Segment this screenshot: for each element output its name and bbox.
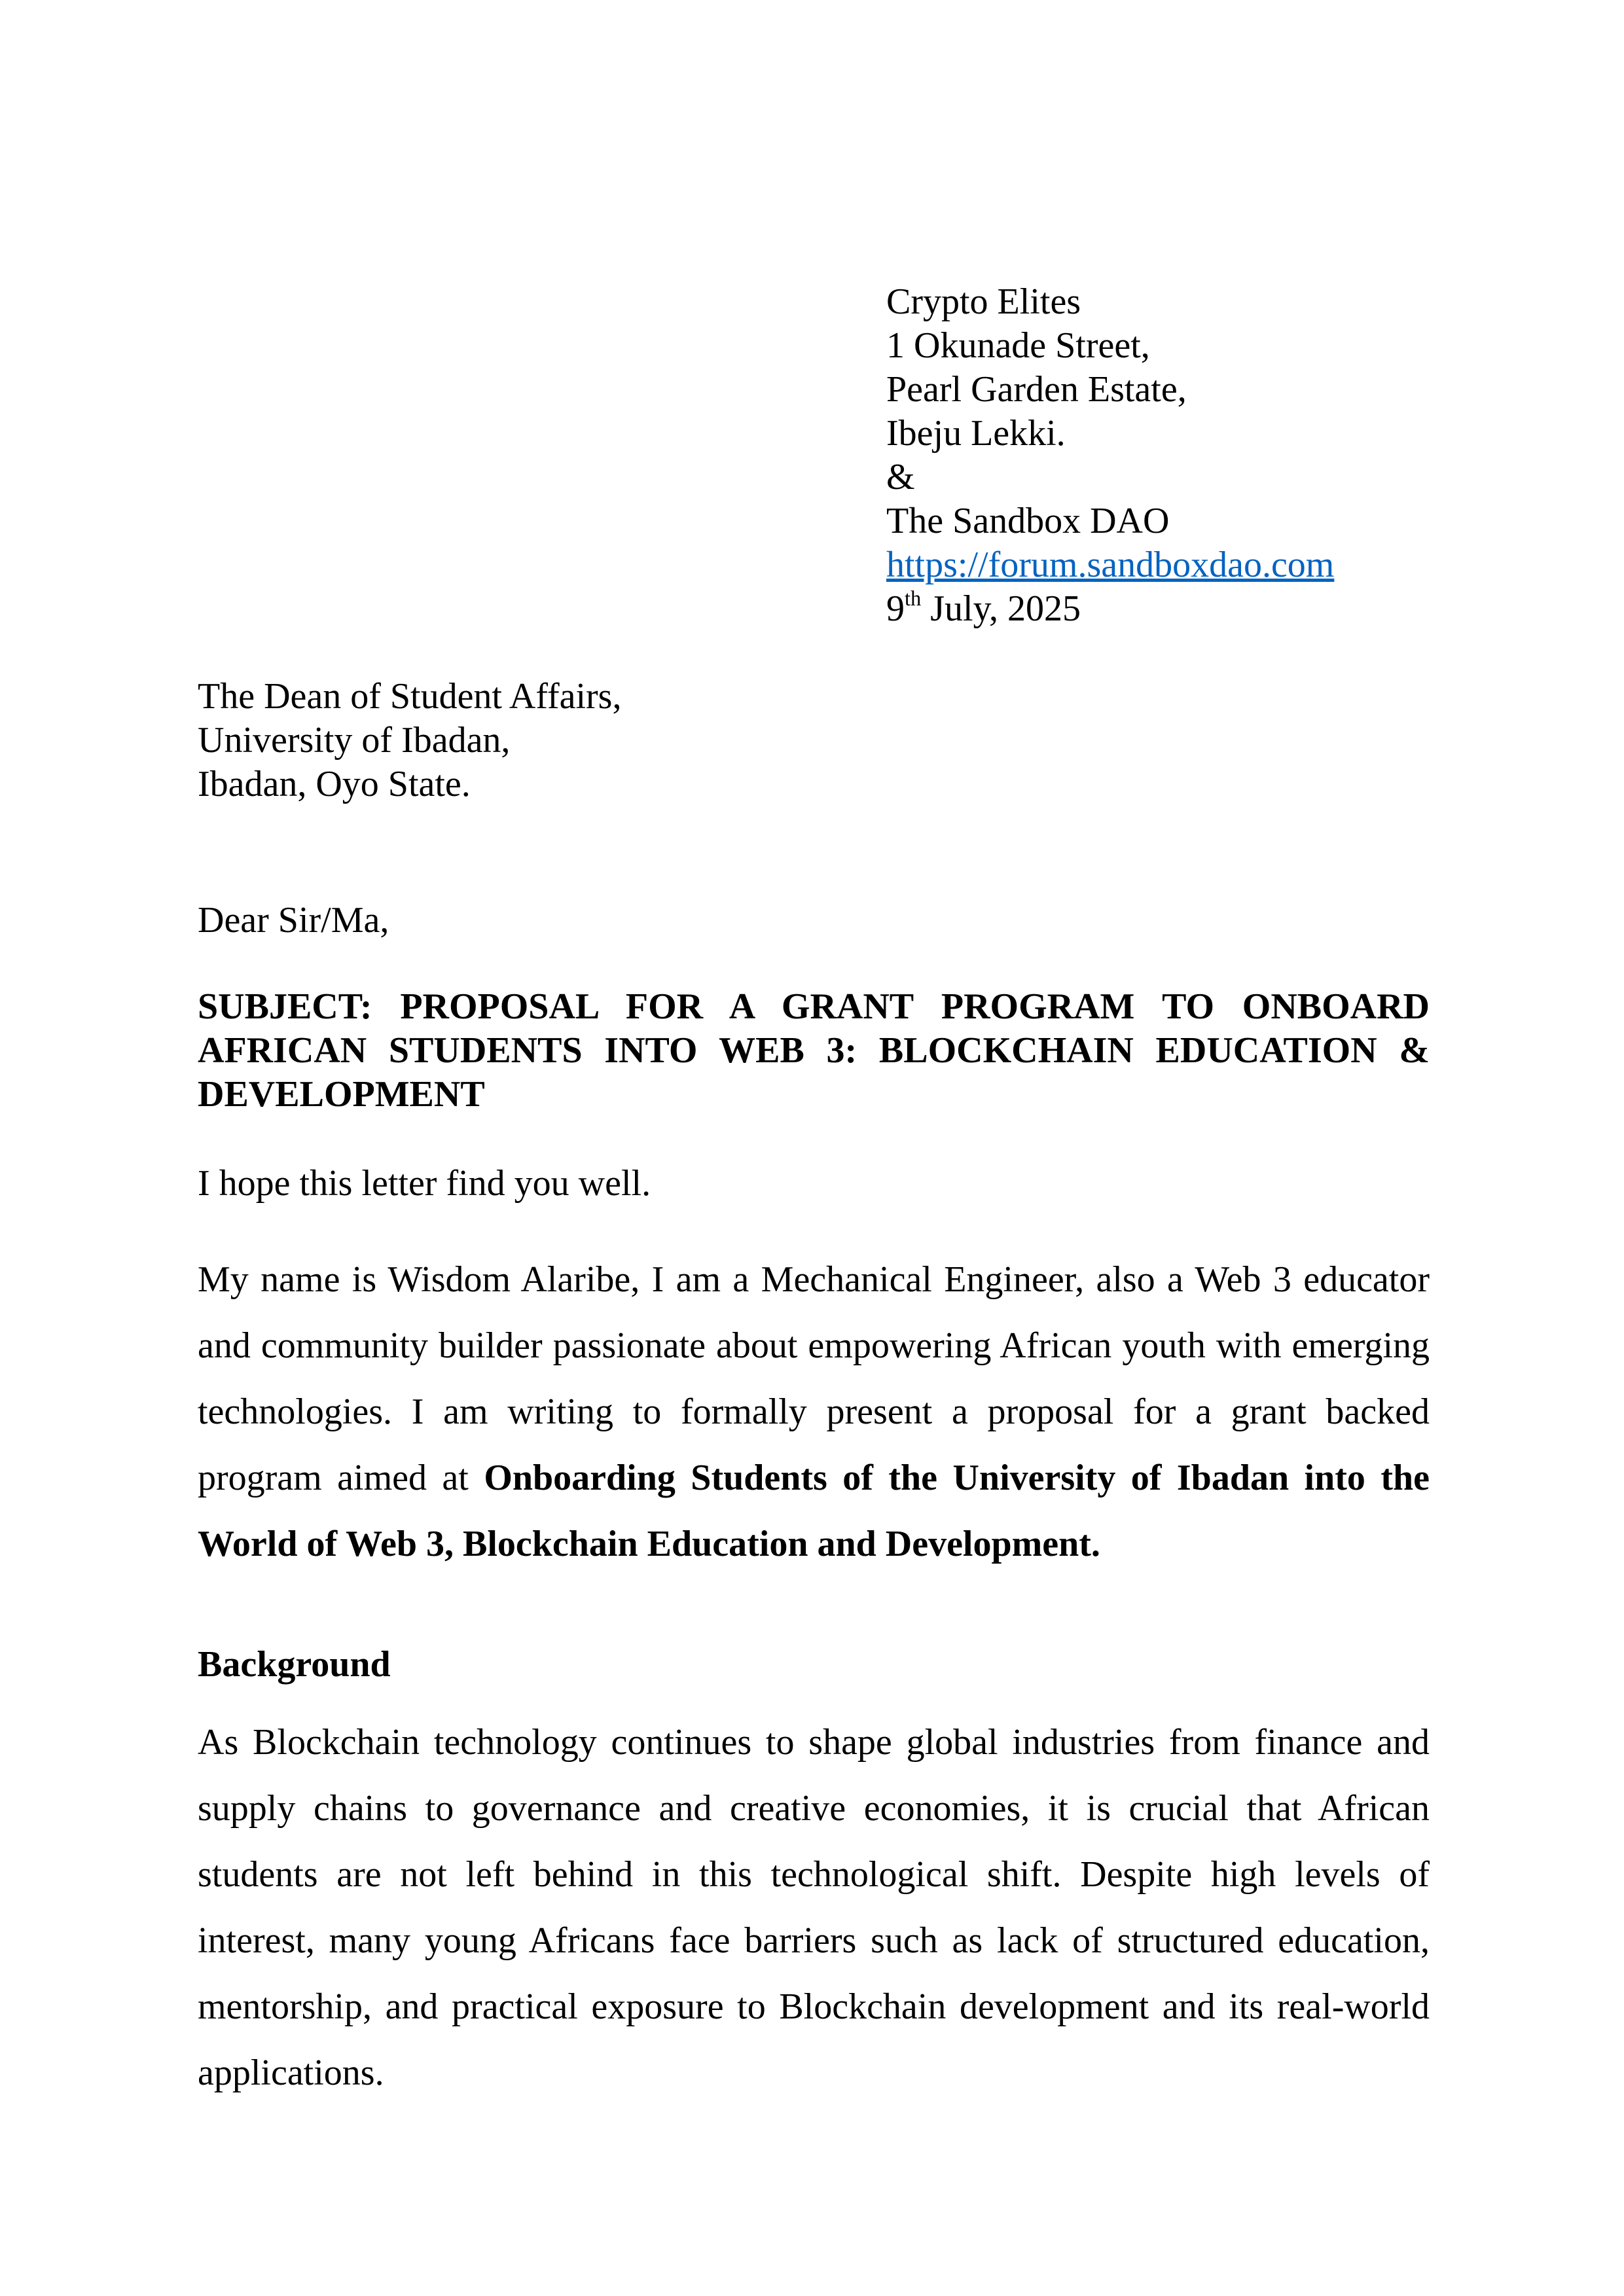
date-month-year: July, 2025 [921,588,1081,629]
sender-address-block [886,280,1541,631]
salutation: Dear Sir/Ma, [198,900,389,941]
background-paragraph: As Blockchain technology continues to shape global industries from finance and supply chains to governance and creative economies, it is crucial that African students are not left behind in this technological shift. Despite high levels of interest, many young Africans face barriers such as lack of structured education, mentorship, and practical exposure to Blockchain development and its real-world applications. [198,1722,1430,2093]
letter-date [886,587,1541,631]
date-suffix: th [905,587,922,611]
greeting-line: I hope this letter find you well. [198,1163,651,1204]
recipient-title: The Dean of Student Affairs, [198,676,622,717]
sender-org-name: Crypto Elites [886,281,1081,322]
intro-bold-text: Onboarding Students of the University of Ibadan into the World of Web 3, Blockchain Education and Development. [198,1458,1430,1564]
recipient-institution: University of Ibadan, [198,720,511,761]
sender-estate: Pearl Garden Estate, [886,369,1187,410]
sender-ampersand: & [886,457,915,497]
intro-paragraph [198,1247,1430,1577]
sender-street: 1 Okunade Street, [886,325,1150,366]
recipient-address-block [198,675,983,806]
sender-org-name-2: The Sandbox DAO [886,501,1170,541]
intro-text: My name is Wisdom Alaribe, I am a Mechanical Engineer, also a Web 3 educator and community builder passionate about empowering African youth with emerging technologies. I am writing to formally present a proposal for a grant backed program aimed at [198,1259,1430,1498]
forum-link[interactable]: https://forum.sandboxdao.com [886,545,1335,585]
subject-line: SUBJECT: PROPOSAL FOR A GRANT PROGRAM TO ONBOARD AFRICAN STUDENTS INTO WEB 3: BLOCKCHAIN EDUCATION & DEVELOPMENT [198,986,1430,1115]
background-heading: Background [198,1644,391,1685]
recipient-location: Ibadan, Oyo State. [198,764,471,804]
date-day: 9 [886,588,905,629]
sender-city: Ibeju Lekki. [886,413,1066,454]
